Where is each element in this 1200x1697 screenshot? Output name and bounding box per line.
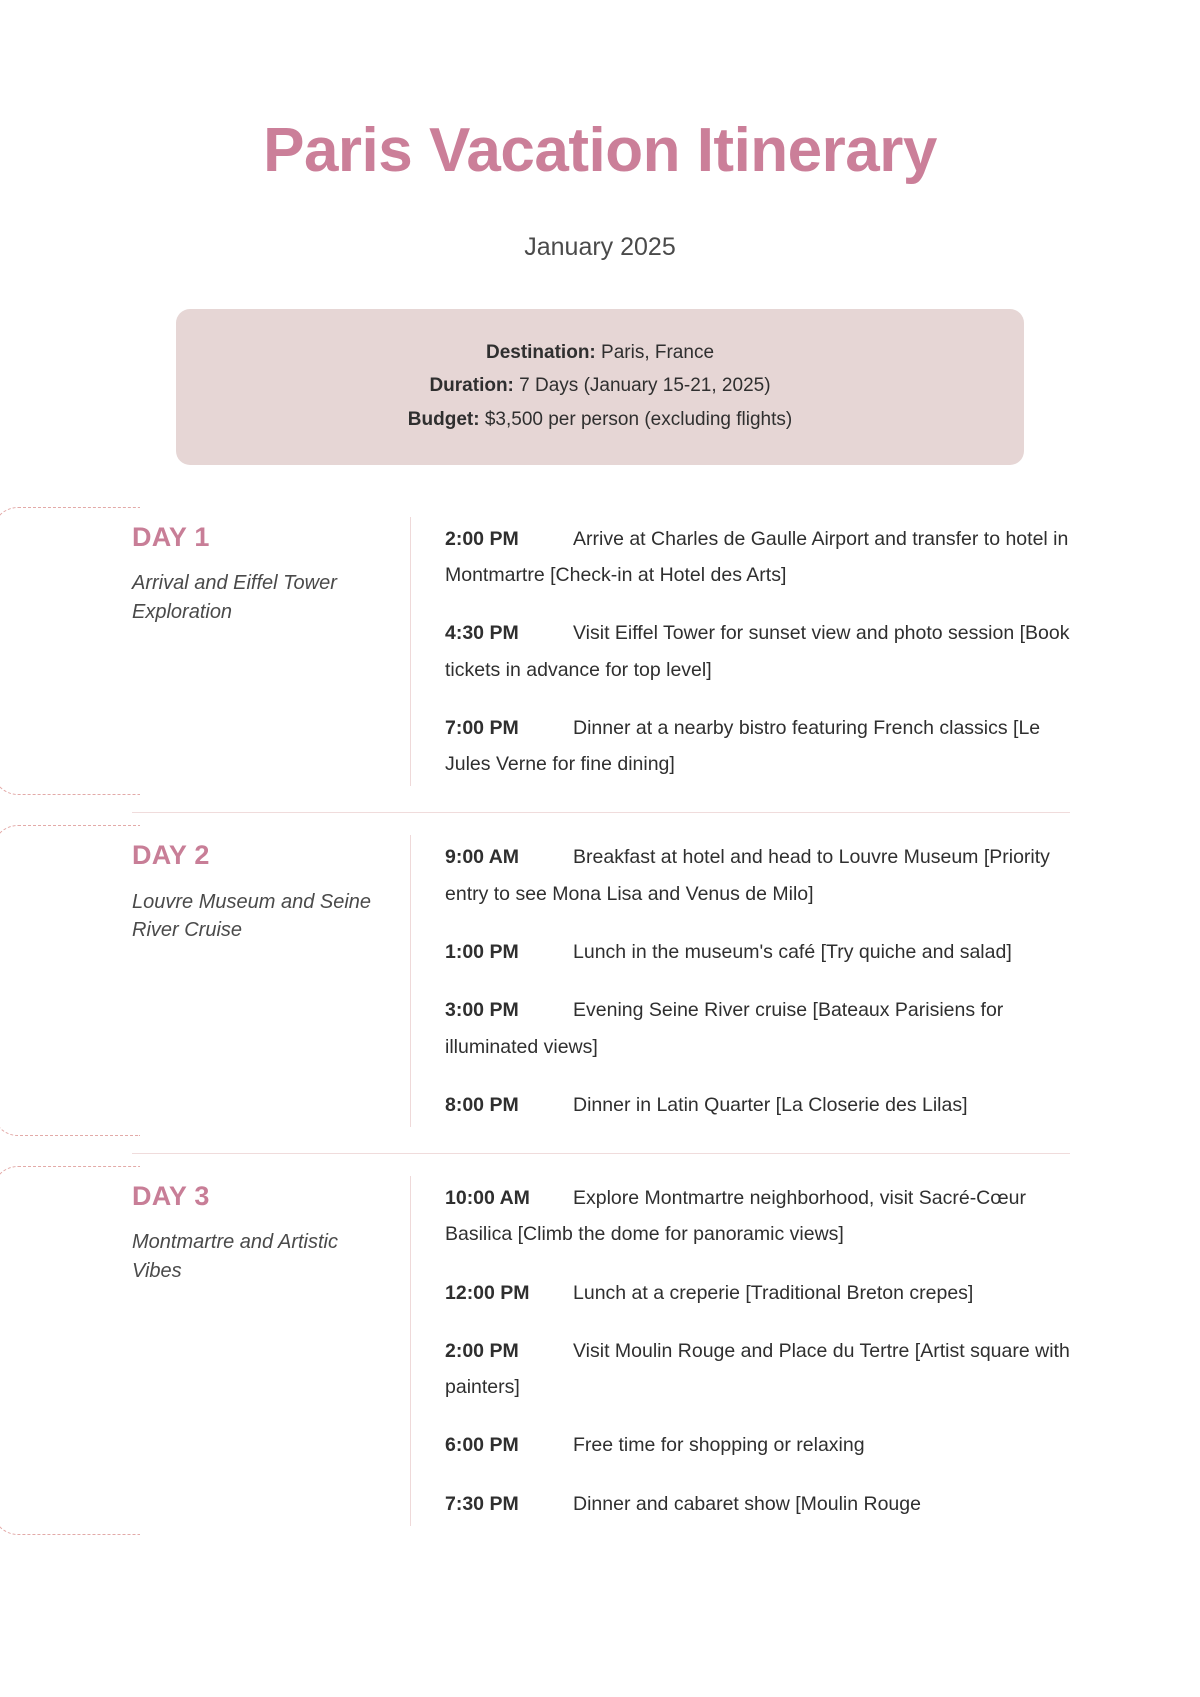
- day-label: DAY 3: [132, 1181, 210, 1212]
- day-schedule-column: [410, 1176, 1070, 1526]
- day-theme: Arrival and Eiffel Tower Exploration: [132, 572, 337, 623]
- schedule-item: [445, 1180, 1070, 1253]
- schedule-item-description: Dinner in Latin Quarter [La Closerie des Lilas]: [573, 1093, 968, 1116]
- schedule-item-description: Evening Seine River cruise [Bateaux Parisiens for illuminated views]: [445, 999, 1004, 1058]
- schedule-item-time: 1:00 PM: [445, 940, 519, 963]
- budget-value: $3,500 per person (excluding flights): [479, 408, 793, 430]
- day-schedule-column: [410, 835, 1070, 1127]
- day-label: DAY 1: [132, 521, 210, 552]
- schedule-item-time: 2:00 PM: [445, 1339, 519, 1362]
- schedule-item: [445, 521, 1070, 594]
- schedule-item-description: Explore Montmartre neighborhood, visit Sacré-Cœur Basilica [Climb the dome for panoramic views]: [445, 1187, 1027, 1246]
- schedule-item: [445, 992, 1070, 1065]
- schedule-item-description: Visit Moulin Rouge and Place du Tertre [Artist square with painters]: [445, 1339, 1070, 1399]
- day-schedule-column: [410, 517, 1070, 787]
- day-row: [132, 812, 1070, 1153]
- schedule-item: [445, 710, 1070, 783]
- schedule-item-description: Arrive at Charles de Gaulle Airport and transfer to hotel in Montmartre [Check-in at Hotel des Arts]: [445, 527, 1069, 587]
- schedule-item-description: Dinner and cabaret show [Moulin Rouge: [573, 1492, 921, 1515]
- schedule-item: [445, 1427, 1070, 1463]
- schedule-item-time: 9:00 AM: [445, 846, 520, 869]
- day-row: [132, 495, 1070, 813]
- budget-label: Budget:: [407, 408, 480, 430]
- day-theme: Louvre Museum and Seine River Cruise: [132, 890, 372, 942]
- schedule-item-time: 10:00 AM: [445, 1187, 530, 1210]
- page-title: Paris Vacation Itinerary: [263, 116, 937, 185]
- schedule-item-description: Visit Eiffel Tower for sunset view and photo session [Book tickets in advance for top level]: [445, 622, 1070, 681]
- schedule-item: [445, 934, 1070, 970]
- schedule-item-time: 4:30 PM: [445, 622, 519, 645]
- day-heading-column: [132, 517, 410, 626]
- schedule-item-time: 12:00 PM: [445, 1281, 530, 1304]
- destination-label: Destination:: [485, 342, 596, 364]
- schedule-item: [445, 839, 1070, 912]
- schedule-item-time: 2:00 PM: [445, 527, 519, 550]
- document-header: [0, 0, 1200, 262]
- schedule-item-description: Lunch at a creperie [Traditional Breton crepes]: [573, 1281, 974, 1304]
- duration-line: [206, 369, 994, 402]
- schedule-item-time: 6:00 PM: [445, 1434, 519, 1457]
- duration-value: 7 Days (January 15-21, 2025): [513, 375, 771, 397]
- trip-summary-box: [176, 309, 1024, 465]
- schedule-item-time: 8:00 PM: [445, 1093, 519, 1116]
- schedule-item: [445, 1486, 1070, 1522]
- day-heading-column: [132, 835, 410, 944]
- destination-value: Paris, France: [595, 342, 715, 364]
- schedule-item: [445, 1333, 1070, 1406]
- decorative-bracket-icon: [0, 825, 140, 1136]
- decorative-bracket-icon: [0, 1166, 140, 1535]
- days-list: [0, 495, 1200, 1552]
- budget-line: [206, 403, 994, 436]
- schedule-item-time: 7:00 PM: [445, 716, 519, 739]
- decorative-bracket-icon: [0, 507, 140, 795]
- page-subtitle: January 2025: [524, 233, 676, 262]
- day-theme: Montmartre and Artistic Vibes: [132, 1231, 338, 1282]
- destination-line: [206, 336, 994, 369]
- day-heading-column: [132, 1176, 410, 1285]
- schedule-item-time: 7:30 PM: [445, 1492, 519, 1515]
- schedule-item-description: Dinner at a nearby bistro featuring French classics [Le Jules Verne for fine dining]: [445, 716, 1041, 776]
- schedule-item: [445, 1275, 1070, 1311]
- schedule-item-description: Free time for shopping or relaxing: [573, 1434, 865, 1457]
- schedule-item-time: 3:00 PM: [445, 999, 519, 1022]
- day-row: [132, 1153, 1070, 1552]
- schedule-item-description: Breakfast at hotel and head to Louvre Museum [Priority entry to see Mona Lisa and Venus de Milo]: [445, 846, 1050, 905]
- schedule-item-description: Lunch in the museum's café [Try quiche and salad]: [573, 940, 1012, 963]
- schedule-item: [445, 1087, 1070, 1123]
- duration-label: Duration:: [429, 375, 514, 397]
- schedule-item: [445, 615, 1070, 688]
- day-label: DAY 2: [132, 840, 210, 871]
